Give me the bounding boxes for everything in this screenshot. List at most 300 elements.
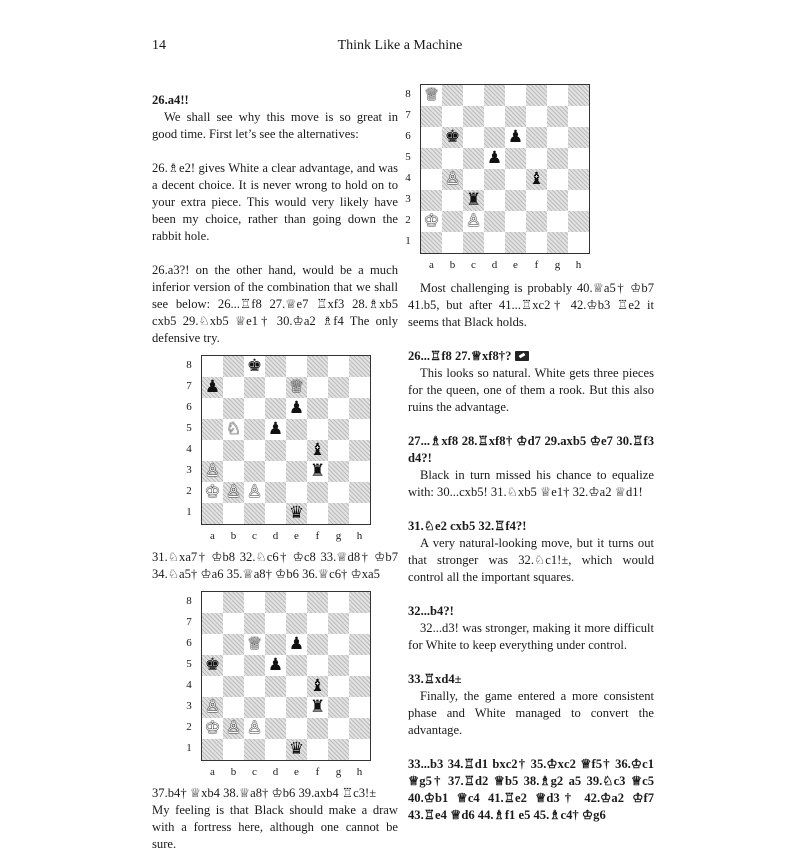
file-label: f <box>534 259 539 271</box>
black-piece-f4: ♝ <box>528 169 545 189</box>
square-f7 <box>307 377 328 398</box>
white-piece-a2: ♔ <box>423 211 440 231</box>
file-label: b <box>230 530 237 542</box>
square-d1 <box>265 739 286 760</box>
square-h2 <box>568 211 589 232</box>
square-e1 <box>286 503 307 524</box>
square-b8 <box>223 356 244 377</box>
square-h6 <box>349 398 370 419</box>
square-b8 <box>223 592 244 613</box>
square-a5 <box>202 655 223 676</box>
rank-label: 7 <box>186 380 192 392</box>
file-labels <box>202 764 370 781</box>
square-e1 <box>286 739 307 760</box>
square-a3 <box>421 190 442 211</box>
square-a3 <box>202 461 223 482</box>
square-d5 <box>265 419 286 440</box>
square-c6 <box>463 127 484 148</box>
square-f5 <box>526 148 547 169</box>
square-g4 <box>547 169 568 190</box>
white-piece-c2: ♙ <box>246 482 263 502</box>
white-piece-a8: ♕ <box>423 85 440 105</box>
square-c2 <box>244 718 265 739</box>
square-a8 <box>421 85 442 106</box>
file-label: e <box>294 530 299 542</box>
square-h4 <box>568 169 589 190</box>
file-label: e <box>294 766 299 778</box>
square-f2 <box>307 718 328 739</box>
square-c8 <box>244 592 265 613</box>
square-a6 <box>202 398 223 419</box>
square-h5 <box>349 655 370 676</box>
square-b6 <box>442 127 463 148</box>
square-b5 <box>442 148 463 169</box>
chess-diagram-3 <box>405 84 654 274</box>
square-e5 <box>505 148 526 169</box>
square-f6 <box>307 398 328 419</box>
square-c2 <box>463 211 484 232</box>
rank-label: 7 <box>405 109 411 121</box>
square-g1 <box>328 503 349 524</box>
square-b7 <box>223 613 244 634</box>
square-f1 <box>307 739 328 760</box>
square-f4 <box>526 169 547 190</box>
square-b7 <box>442 106 463 127</box>
rank-label: 3 <box>186 464 192 476</box>
square-a8 <box>202 592 223 613</box>
square-g6 <box>328 634 349 655</box>
square-a7 <box>202 613 223 634</box>
rank-label: 3 <box>405 193 411 205</box>
square-c8 <box>463 85 484 106</box>
square-h5 <box>568 148 589 169</box>
rank-label: 4 <box>186 443 192 455</box>
paragraph: 32...d3! was stronger, making it more difficult for White to keep everything under control. <box>408 621 654 652</box>
square-g6 <box>328 398 349 419</box>
square-c6 <box>244 634 265 655</box>
square-f3 <box>307 697 328 718</box>
move-sequence: 33...b3 34.♖d1 bxc2† 35.♔xc2 ♕f5† 36.♔c1 ♕g5† 37.♖d2 ♕b5 38.♗g2 a5 39.♘c3 ♕c5 40.♔b1 ♕c4 41.♖e2 ♕d3† 42.♔a2 ♔f7 43.♖e4 ♕d6 44.♗f1 e5 45.♗c4† ♔g6 <box>408 757 654 822</box>
chess-board <box>420 84 590 254</box>
square-f4 <box>307 440 328 461</box>
paragraph: Black in turn missed his chance to equalize with: 30...cxb5! 31.♘xb5 ♕e1† 32.♔a2 ♕d1! <box>408 468 654 499</box>
square-f8 <box>307 592 328 613</box>
rank-label: 1 <box>186 742 192 754</box>
square-h3 <box>349 697 370 718</box>
paragraph: This looks so natural. White gets three pieces for the queen, one of them a rook. But this also ruins the advantage. <box>408 366 654 414</box>
black-piece-f3: ♜ <box>309 461 326 481</box>
square-a5 <box>421 148 442 169</box>
square-g7 <box>547 106 568 127</box>
black-piece-f3: ♜ <box>309 697 326 717</box>
square-e6 <box>286 634 307 655</box>
square-f5 <box>307 655 328 676</box>
square-e7 <box>286 613 307 634</box>
rank-label: 2 <box>186 721 192 733</box>
square-e3 <box>505 190 526 211</box>
diagram-caption: 31.♘xa7† ♔b8 32.♘c6† ♔c8 33.♕d8† ♔b7 34.♘a5† ♔a6 35.♕a8† ♔b6 36.♕c6† ♔xa5 <box>152 550 398 581</box>
square-h4 <box>349 440 370 461</box>
move-heading-text: 26...♖f8 27.♕xf8†? <box>408 349 512 363</box>
paragraph: 26.a3?! on the other hand, would be a much inferior version of the combination that we shall see below: 26...♖f8 27.♕e7 ♖xf3 28.♗xb5 cxb5 29.♘xb5 ♕e1† 30.♔a2 ♗f4 The only defensive try. <box>152 263 398 345</box>
square-b2 <box>442 211 463 232</box>
square-g3 <box>328 461 349 482</box>
file-label: f <box>315 530 320 542</box>
square-f4 <box>307 676 328 697</box>
square-g3 <box>547 190 568 211</box>
file-label: c <box>252 530 257 542</box>
square-c2 <box>244 482 265 503</box>
square-a1 <box>202 739 223 760</box>
square-e2 <box>286 482 307 503</box>
square-d6 <box>484 127 505 148</box>
square-g4 <box>328 676 349 697</box>
black-piece-c3: ♜ <box>465 190 482 210</box>
square-c5 <box>244 655 265 676</box>
square-h1 <box>568 232 589 253</box>
rank-label: 8 <box>186 359 192 371</box>
black-piece-d5: ♟ <box>267 655 284 675</box>
file-label: g <box>554 259 561 271</box>
square-c4 <box>463 169 484 190</box>
paragraph: Finally, the game entered a more consistent phase and White managed to convert the advantage. <box>408 689 654 737</box>
rank-label: 2 <box>405 214 411 226</box>
square-f7 <box>526 106 547 127</box>
square-d6 <box>265 398 286 419</box>
square-d8 <box>265 356 286 377</box>
square-b1 <box>442 232 463 253</box>
rank-label: 3 <box>186 700 192 712</box>
square-g2 <box>547 211 568 232</box>
square-a5 <box>202 419 223 440</box>
paragraph: Most challenging is probably 40.♕a5† ♔b7 41.b5, but after 41...♖xc2† 42.♔b3 ♖e2 it seems that Black holds. <box>408 281 654 329</box>
square-b3 <box>223 461 244 482</box>
square-f8 <box>526 85 547 106</box>
rank-label: 6 <box>186 637 192 649</box>
rank-label: 2 <box>186 485 192 497</box>
white-piece-a2: ♔ <box>204 482 221 502</box>
square-e5 <box>286 655 307 676</box>
square-f6 <box>526 127 547 148</box>
move-heading: 32...b4?! <box>408 604 454 618</box>
square-b5 <box>223 655 244 676</box>
square-d2 <box>484 211 505 232</box>
square-f6 <box>307 634 328 655</box>
square-e4 <box>286 440 307 461</box>
file-label: h <box>356 530 363 542</box>
square-e3 <box>286 461 307 482</box>
square-d8 <box>484 85 505 106</box>
white-piece-c2: ♙ <box>246 718 263 738</box>
right-column <box>405 84 654 824</box>
square-c3 <box>463 190 484 211</box>
square-a3 <box>202 697 223 718</box>
black-piece-c8: ♚ <box>246 356 263 376</box>
square-g8 <box>547 85 568 106</box>
square-e6 <box>286 398 307 419</box>
move-heading <box>408 348 654 365</box>
square-f1 <box>526 232 547 253</box>
square-d4 <box>265 676 286 697</box>
square-d1 <box>265 503 286 524</box>
square-g5 <box>328 419 349 440</box>
left-column <box>152 92 398 853</box>
black-piece-f4: ♝ <box>309 440 326 460</box>
rank-label: 1 <box>405 235 411 247</box>
square-h2 <box>349 718 370 739</box>
square-h1 <box>349 739 370 760</box>
square-b3 <box>223 697 244 718</box>
square-a6 <box>421 127 442 148</box>
square-g7 <box>328 377 349 398</box>
square-a6 <box>202 634 223 655</box>
square-c1 <box>244 503 265 524</box>
square-a7 <box>421 106 442 127</box>
square-e3 <box>286 697 307 718</box>
move-heading: 33.♖xd4± <box>408 672 462 686</box>
square-c3 <box>244 697 265 718</box>
rank-label: 6 <box>405 130 411 142</box>
rank-label: 1 <box>186 506 192 518</box>
rank-label: 6 <box>186 401 192 413</box>
square-c7 <box>463 106 484 127</box>
square-d3 <box>265 461 286 482</box>
black-piece-f4: ♝ <box>309 676 326 696</box>
square-b6 <box>223 398 244 419</box>
square-h3 <box>568 190 589 211</box>
square-g5 <box>328 655 349 676</box>
square-a4 <box>202 440 223 461</box>
file-label: c <box>252 766 257 778</box>
square-c7 <box>244 377 265 398</box>
paragraph: 26.♗e2! gives White a clear advantage, and was a decent choice. It is never wrong to hold on to your extra piece. This would very likely have been my choice, rather than going down the rabbit hole. <box>152 161 398 243</box>
square-g1 <box>328 739 349 760</box>
square-c4 <box>244 676 265 697</box>
white-piece-c2: ♙ <box>465 211 482 231</box>
square-h8 <box>349 592 370 613</box>
rank-labels <box>183 355 195 523</box>
square-b8 <box>442 85 463 106</box>
square-c8 <box>244 356 265 377</box>
square-c7 <box>244 613 265 634</box>
square-d2 <box>265 482 286 503</box>
square-e8 <box>286 356 307 377</box>
square-g7 <box>328 613 349 634</box>
file-label: h <box>356 766 363 778</box>
square-h8 <box>349 356 370 377</box>
square-g1 <box>547 232 568 253</box>
square-b6 <box>223 634 244 655</box>
file-label: a <box>210 530 215 542</box>
square-a4 <box>202 676 223 697</box>
page-number: 14 <box>152 38 166 53</box>
square-b4 <box>223 440 244 461</box>
square-b2 <box>223 482 244 503</box>
file-label: b <box>449 259 456 271</box>
chess-diagram-1 <box>186 355 398 545</box>
black-piece-a5: ♚ <box>204 655 221 675</box>
rank-labels <box>402 84 414 252</box>
black-piece-e6: ♟ <box>288 398 305 418</box>
square-e4 <box>505 169 526 190</box>
white-piece-b2: ♙ <box>225 718 242 738</box>
square-e5 <box>286 419 307 440</box>
square-e8 <box>286 592 307 613</box>
square-d8 <box>265 592 286 613</box>
file-labels <box>421 257 589 274</box>
square-c6 <box>244 398 265 419</box>
square-d7 <box>265 377 286 398</box>
black-piece-e1: ♛ <box>288 503 305 523</box>
rank-label: 7 <box>186 616 192 628</box>
square-h3 <box>349 461 370 482</box>
square-b1 <box>223 503 244 524</box>
square-d4 <box>265 440 286 461</box>
rank-label: 5 <box>186 422 192 434</box>
square-a1 <box>421 232 442 253</box>
square-g8 <box>328 356 349 377</box>
square-e7 <box>286 377 307 398</box>
square-h2 <box>349 482 370 503</box>
square-b1 <box>223 739 244 760</box>
square-d6 <box>265 634 286 655</box>
square-b4 <box>223 676 244 697</box>
black-piece-a7: ♟ <box>204 377 221 397</box>
square-g3 <box>328 697 349 718</box>
file-label: d <box>491 259 498 271</box>
file-label: f <box>315 766 320 778</box>
white-piece-c6: ♕ <box>246 634 263 654</box>
square-h7 <box>568 106 589 127</box>
square-e2 <box>505 211 526 232</box>
square-d7 <box>484 106 505 127</box>
square-c4 <box>244 440 265 461</box>
paragraph: A very natural-looking move, but it turns out that stronger was 32.♘c1!±, which would control all the important squares. <box>408 536 654 584</box>
chess-diagram-2 <box>186 591 398 781</box>
rank-label: 5 <box>186 658 192 670</box>
square-h1 <box>349 503 370 524</box>
square-h7 <box>349 377 370 398</box>
square-g2 <box>328 718 349 739</box>
chess-board <box>201 355 371 525</box>
square-g8 <box>328 592 349 613</box>
file-label: g <box>335 530 342 542</box>
square-d3 <box>484 190 505 211</box>
square-e1 <box>505 232 526 253</box>
square-h7 <box>349 613 370 634</box>
square-e7 <box>505 106 526 127</box>
square-h5 <box>349 419 370 440</box>
rank-label: 8 <box>405 88 411 100</box>
square-f5 <box>307 419 328 440</box>
file-label: h <box>575 259 582 271</box>
white-piece-a2: ♔ <box>204 718 221 738</box>
black-piece-e6: ♟ <box>288 634 305 654</box>
black-piece-d5: ♟ <box>486 148 503 168</box>
square-b2 <box>223 718 244 739</box>
running-title: Think Like a Machine <box>337 38 463 53</box>
square-h4 <box>349 676 370 697</box>
square-d5 <box>484 148 505 169</box>
square-d3 <box>265 697 286 718</box>
square-b5 <box>223 419 244 440</box>
file-label: g <box>335 766 342 778</box>
square-f1 <box>307 503 328 524</box>
paragraph: My feeling is that Black should make a draw with a fortress here, although one cannot be sure. <box>152 803 398 851</box>
white-piece-a3: ♙ <box>204 697 221 717</box>
file-labels <box>202 528 370 545</box>
square-e6 <box>505 127 526 148</box>
square-b4 <box>442 169 463 190</box>
rank-label: 4 <box>186 679 192 691</box>
square-g6 <box>547 127 568 148</box>
square-a2 <box>202 718 223 739</box>
white-piece-e7: ♕ <box>288 377 305 397</box>
file-label: d <box>272 530 279 542</box>
square-c5 <box>463 148 484 169</box>
file-label: a <box>429 259 434 271</box>
move-heading: 26.a4!! <box>152 93 189 107</box>
square-f3 <box>307 461 328 482</box>
square-d1 <box>484 232 505 253</box>
diagram-icon <box>515 351 529 361</box>
white-piece-b4: ♙ <box>444 169 461 189</box>
square-b7 <box>223 377 244 398</box>
black-piece-b6: ♚ <box>444 127 461 147</box>
square-h6 <box>349 634 370 655</box>
square-f2 <box>526 211 547 232</box>
square-a4 <box>421 169 442 190</box>
file-label: c <box>471 259 476 271</box>
move-heading: 31.♘e2 cxb5 32.♖f4?! <box>408 519 527 533</box>
white-piece-b5: ♘ <box>225 419 242 439</box>
square-g2 <box>328 482 349 503</box>
white-piece-a3: ♙ <box>204 461 221 481</box>
file-label: e <box>513 259 518 271</box>
square-g4 <box>328 440 349 461</box>
square-d7 <box>265 613 286 634</box>
square-b3 <box>442 190 463 211</box>
square-g5 <box>547 148 568 169</box>
file-label: b <box>230 766 237 778</box>
black-piece-e6: ♟ <box>507 127 524 147</box>
square-c1 <box>463 232 484 253</box>
square-h6 <box>568 127 589 148</box>
file-label: d <box>272 766 279 778</box>
square-d2 <box>265 718 286 739</box>
paragraph: We shall see why this move is so great in good time. First let’s see the alternatives: <box>152 110 398 141</box>
square-c3 <box>244 461 265 482</box>
square-f3 <box>526 190 547 211</box>
move-heading: 27...♗xf8 28.♖xf8† ♔d7 29.axb5 ♔e7 30.♖f3 d4?! <box>408 434 654 465</box>
rank-label: 4 <box>405 172 411 184</box>
square-a1 <box>202 503 223 524</box>
square-e4 <box>286 676 307 697</box>
square-a2 <box>202 482 223 503</box>
square-c1 <box>244 739 265 760</box>
square-c5 <box>244 419 265 440</box>
black-piece-e1: ♛ <box>288 739 305 759</box>
square-a2 <box>421 211 442 232</box>
square-d5 <box>265 655 286 676</box>
square-e2 <box>286 718 307 739</box>
white-piece-b2: ♙ <box>225 482 242 502</box>
chess-board <box>201 591 371 761</box>
square-f2 <box>307 482 328 503</box>
square-e8 <box>505 85 526 106</box>
rank-labels <box>183 591 195 759</box>
square-a8 <box>202 356 223 377</box>
